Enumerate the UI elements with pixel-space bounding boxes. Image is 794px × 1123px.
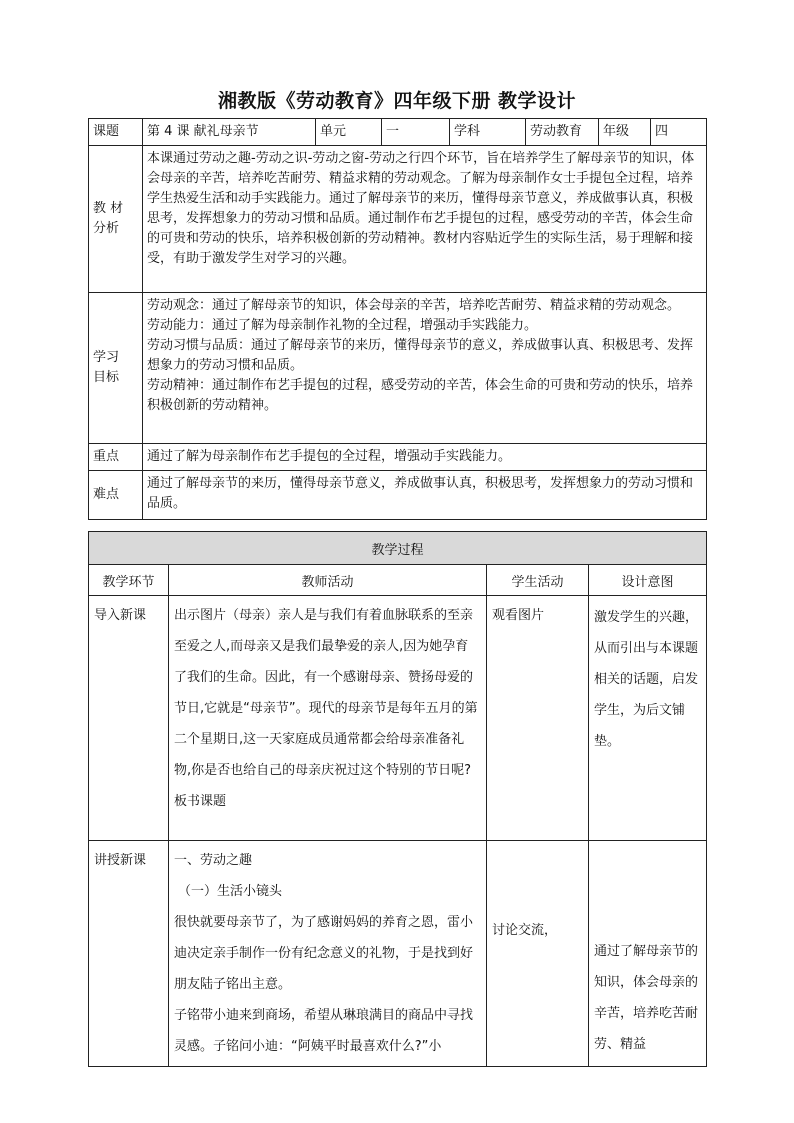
header-row <box>89 119 707 146</box>
grade-value: 四 <box>651 119 707 146</box>
column-header-row <box>89 565 707 596</box>
grade-label: 年级 <box>599 119 651 146</box>
band-row <box>89 532 707 565</box>
analysis-text: 本课通过劳动之趣-劳动之识-劳动之窗-劳动之行四个环节，旨在培养学生了解母亲节的知识，体会母亲的辛苦，培养吃苦耐劳、精益求精的劳动观念。了解为母亲制作女士手提包全过程，培养学生热爱生活和动手实践能力。通过了解母亲节的来历，懂得母亲节意义，养成做事认真，积极思考，发挥想象力的劳动习惯和品质。通过制作布艺手提包的过程，感受劳动的辛苦，体会生命的可贵和劳动的快乐，培养积极创新的劳动精神。教材内容贴近学生的实际生活，易于理解和接受，有助于激发学生对学习的兴趣。 <box>143 146 707 293</box>
lesson-label: 课题 <box>89 119 143 146</box>
difficulty-text: 通过了解母亲节的来历，懂得母亲节意义，养成做事认真，积极思考，发挥想象力的劳动习惯和品质。 <box>143 471 707 520</box>
teacher-activity-cell <box>169 596 487 841</box>
objectives-row <box>89 293 707 444</box>
objective-item: 劳动观念：通过了解母亲节的知识，体会母亲的辛苦，培养吃苦耐劳、精益求精的劳动观念。 <box>147 298 681 313</box>
objectives-label-line2: 目标 <box>93 370 120 385</box>
document-title: 湘教版《劳动教育》四年级下册 教学设计 <box>217 90 577 112</box>
stage-cell: 讲授新课 <box>89 841 169 1067</box>
analysis-label <box>89 146 143 293</box>
table-row <box>89 596 707 841</box>
table-row <box>89 841 707 1067</box>
analysis-row <box>89 146 707 293</box>
unit-value: 一 <box>382 119 450 146</box>
difficulty-row <box>89 471 707 520</box>
objective-item: 劳动习惯与品质：通过了解母亲节的来历，懂得母亲节的意义，养成做事认真、积极思考、发挥想象力的劳动习惯和品质。 <box>147 338 694 373</box>
column-header: 教师活动 <box>169 565 487 596</box>
stage-cell: 导入新课 <box>89 596 169 841</box>
objective-item: 劳动精神：通过制作布艺手提包的过程，感受劳动的辛苦，体会生命的可贵和劳动的快乐，培养积极创新的劳动精神。 <box>147 378 694 413</box>
analysis-label-line1: 教 材 <box>93 201 124 216</box>
objectives-text <box>143 293 707 444</box>
objectives-label <box>89 293 143 444</box>
design-intent-cell: 激发学生的兴趣，从而引出与本课题相关的话题，启发学生，为后文铺垫。 <box>589 596 707 841</box>
column-header: 设计意图 <box>589 565 707 596</box>
key-point-label: 重点 <box>89 444 143 471</box>
subject-label: 学科 <box>450 119 526 146</box>
teacher-activity-cell <box>169 841 487 1067</box>
teacher-paragraph: 板书课题 <box>174 794 227 809</box>
column-header: 教学环节 <box>89 565 169 596</box>
teacher-paragraph: 很快就要母亲节了，为了感谢妈妈的养育之恩，雷小迪决定亲手制作一份有纪念意义的礼物，于是找到好朋友陆子铭出主意。 <box>174 915 474 992</box>
teacher-paragraph: （一）生活小镜头 <box>178 884 283 899</box>
key-point-row <box>89 444 707 471</box>
lesson-info-table <box>88 118 707 520</box>
teacher-paragraph: 子铭带小迪来到商场，希望从琳琅满目的商品中寻找灵感。子铭问小迪：“阿姨平时最喜欢什么?”小 <box>174 1008 474 1054</box>
objectives-label-line1: 学习 <box>93 350 120 365</box>
design-intent-cell: 通过了解母亲节的知识，体会母亲的辛苦，培养吃苦耐劳、精益 <box>589 841 707 1067</box>
objective-item: 劳动能力：通过了解为母亲制作礼物的全过程，增强动手实践能力。 <box>147 318 538 333</box>
key-point-text: 通过了解为母亲制作布艺手提包的全过程，增强动手实践能力。 <box>143 444 707 471</box>
column-header: 学生活动 <box>487 565 589 596</box>
teacher-paragraph: 出示图片（母亲）亲人是与我们有着血脉联系的至亲至爱之人,而母亲又是我们最挚爱的亲人,因为她孕育了我们的生命。因此，有一个感谢母亲、赞扬母爱的节日,它就是“母亲节”。现代的母亲节是每年五月的第二个星期日,这一天家庭成员通常都会给母亲准备礼物,你是否也给自己的母亲庆祝过这个特别的节日呢? <box>174 608 478 778</box>
unit-label: 单元 <box>316 119 382 146</box>
teacher-paragraph: 一、劳动之趣 <box>174 853 253 868</box>
analysis-label-line2: 分析 <box>93 221 120 236</box>
student-activity-cell: 讨论交流， <box>487 841 589 1067</box>
student-activity-cell: 观看图片 <box>487 596 589 841</box>
difficulty-label: 难点 <box>89 471 143 520</box>
subject-value: 劳动教育 <box>526 119 599 146</box>
process-band-title: 教学过程 <box>89 532 707 565</box>
teaching-process-table <box>88 531 707 1067</box>
lesson-value: 第 4 课 献礼母亲节 <box>143 119 316 146</box>
